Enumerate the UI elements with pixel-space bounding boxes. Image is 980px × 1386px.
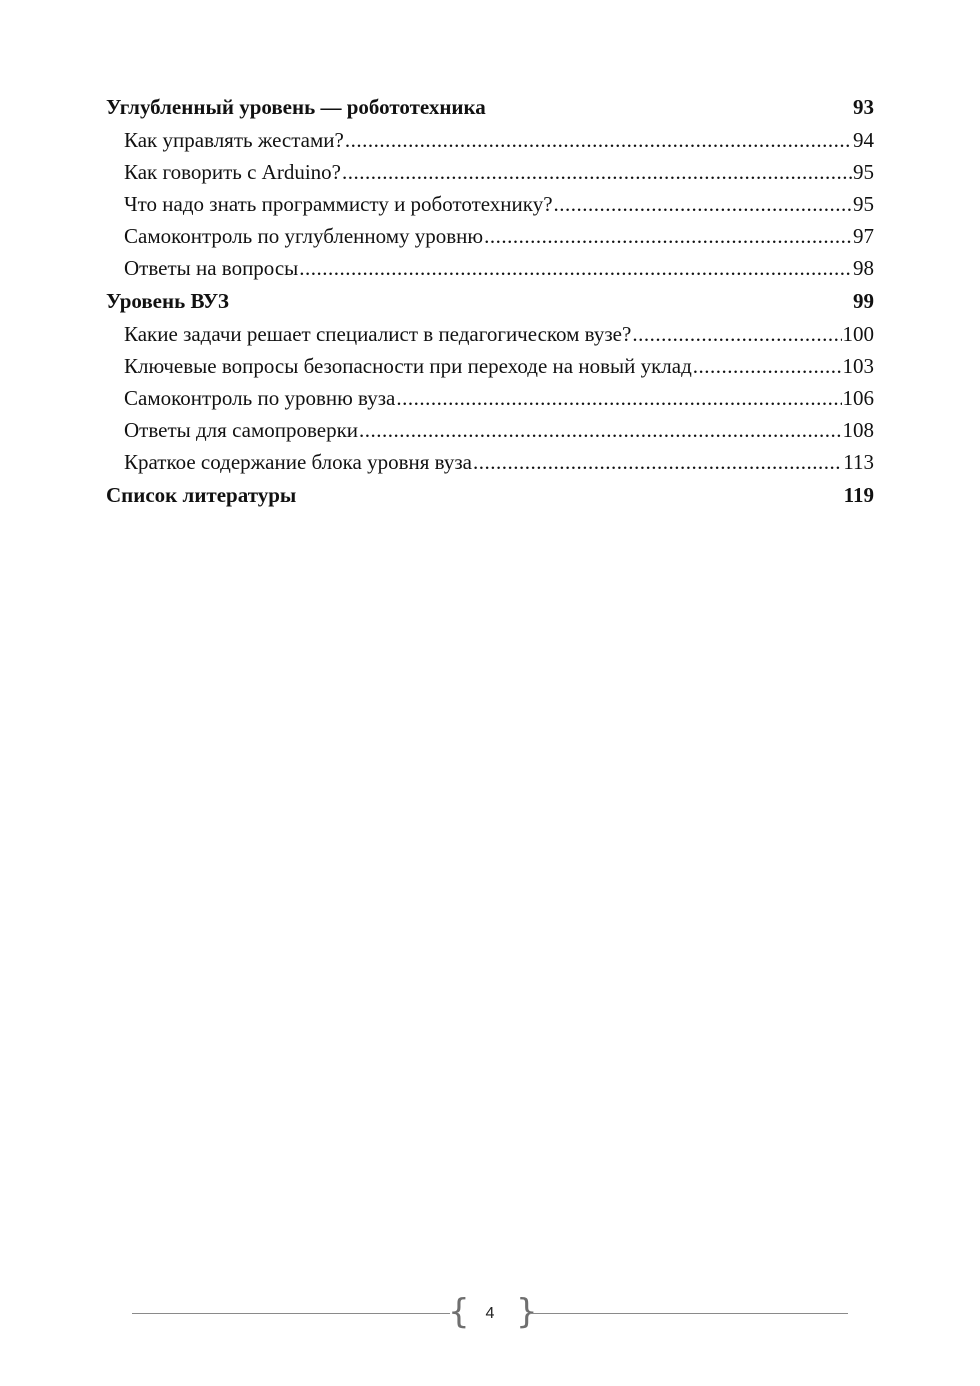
- toc-leader-dots: [484, 220, 852, 252]
- toc-leader-dots: [299, 252, 852, 284]
- toc-leader-dots: [632, 318, 841, 350]
- toc-entry[interactable]: [106, 446, 874, 478]
- toc-entry-page: 113: [843, 450, 874, 474]
- toc-entry-title: Как управлять жестами?: [124, 128, 344, 152]
- toc-entry[interactable]: [106, 318, 874, 350]
- toc-entry-page: 97: [853, 224, 874, 248]
- toc-entry-page: 95: [853, 192, 874, 216]
- toc-entry-title: Какие задачи решает специалист в педагогическом вузе?: [124, 322, 632, 346]
- toc-entry[interactable]: [106, 156, 874, 188]
- toc-section-page: 93: [853, 95, 874, 119]
- toc-section-page: 99: [853, 289, 874, 313]
- toc-leader-dots: [359, 414, 841, 446]
- toc-section-robotics[interactable]: [106, 90, 874, 124]
- toc-entry[interactable]: [106, 414, 874, 446]
- toc-section-page: 119: [843, 483, 874, 507]
- toc-leader-dots: [554, 188, 852, 220]
- toc-entry[interactable]: [106, 124, 874, 156]
- toc-leader-dots: [693, 350, 842, 382]
- toc-entry-title: Ответы для самопроверки: [124, 418, 359, 442]
- left-bracket-icon: {: [448, 1292, 470, 1332]
- toc-leader-dots: [396, 382, 841, 414]
- toc-entry-page: 98: [853, 256, 874, 280]
- toc-section-title: Уровень ВУЗ: [106, 289, 229, 313]
- toc-leader-dots: [342, 156, 852, 188]
- toc-entry-page: 106: [842, 386, 874, 410]
- toc-entry-page: 108: [842, 418, 874, 442]
- toc-entry-title: Что надо знать программисту и робототехнику?: [124, 192, 553, 216]
- toc-section-title: Список литературы: [106, 483, 297, 507]
- toc-entry-title: Ключевые вопросы безопасности при переходе на новый уклад: [124, 354, 692, 378]
- toc-entry[interactable]: [106, 382, 874, 414]
- page-number: 4: [485, 1305, 495, 1322]
- toc-entry[interactable]: [106, 350, 874, 382]
- toc-entry-page: 100: [842, 322, 874, 346]
- right-bracket-icon: }: [516, 1292, 538, 1332]
- toc-entry[interactable]: [106, 220, 874, 252]
- toc-entry[interactable]: [106, 188, 874, 220]
- toc-entry[interactable]: [106, 252, 874, 284]
- toc-entry-title: Как говорить с Arduino?: [124, 160, 341, 184]
- toc-leader-dots: [473, 446, 842, 478]
- table-of-contents: [106, 90, 874, 512]
- toc-entry-title: Ответы на вопросы: [124, 256, 299, 280]
- toc-entry-title: Краткое содержание блока уровня вуза: [124, 450, 472, 474]
- toc-section-title: Углубленный уровень — робототехника: [106, 95, 486, 119]
- footer-rule-left: [132, 1313, 450, 1314]
- page-footer: [132, 1292, 848, 1336]
- toc-entry-title: Самоконтроль по уровню вуза: [124, 386, 396, 410]
- toc-entry-title: Самоконтроль по углубленному уровню: [124, 224, 484, 248]
- footer-rule-right: [530, 1313, 848, 1314]
- toc-entry-page: 95: [853, 160, 874, 184]
- toc-leader-dots: [345, 124, 852, 156]
- toc-section-references[interactable]: [106, 478, 874, 512]
- toc-entry-page: 94: [853, 128, 874, 152]
- toc-entry-page: 103: [842, 354, 874, 378]
- toc-section-university[interactable]: [106, 284, 874, 318]
